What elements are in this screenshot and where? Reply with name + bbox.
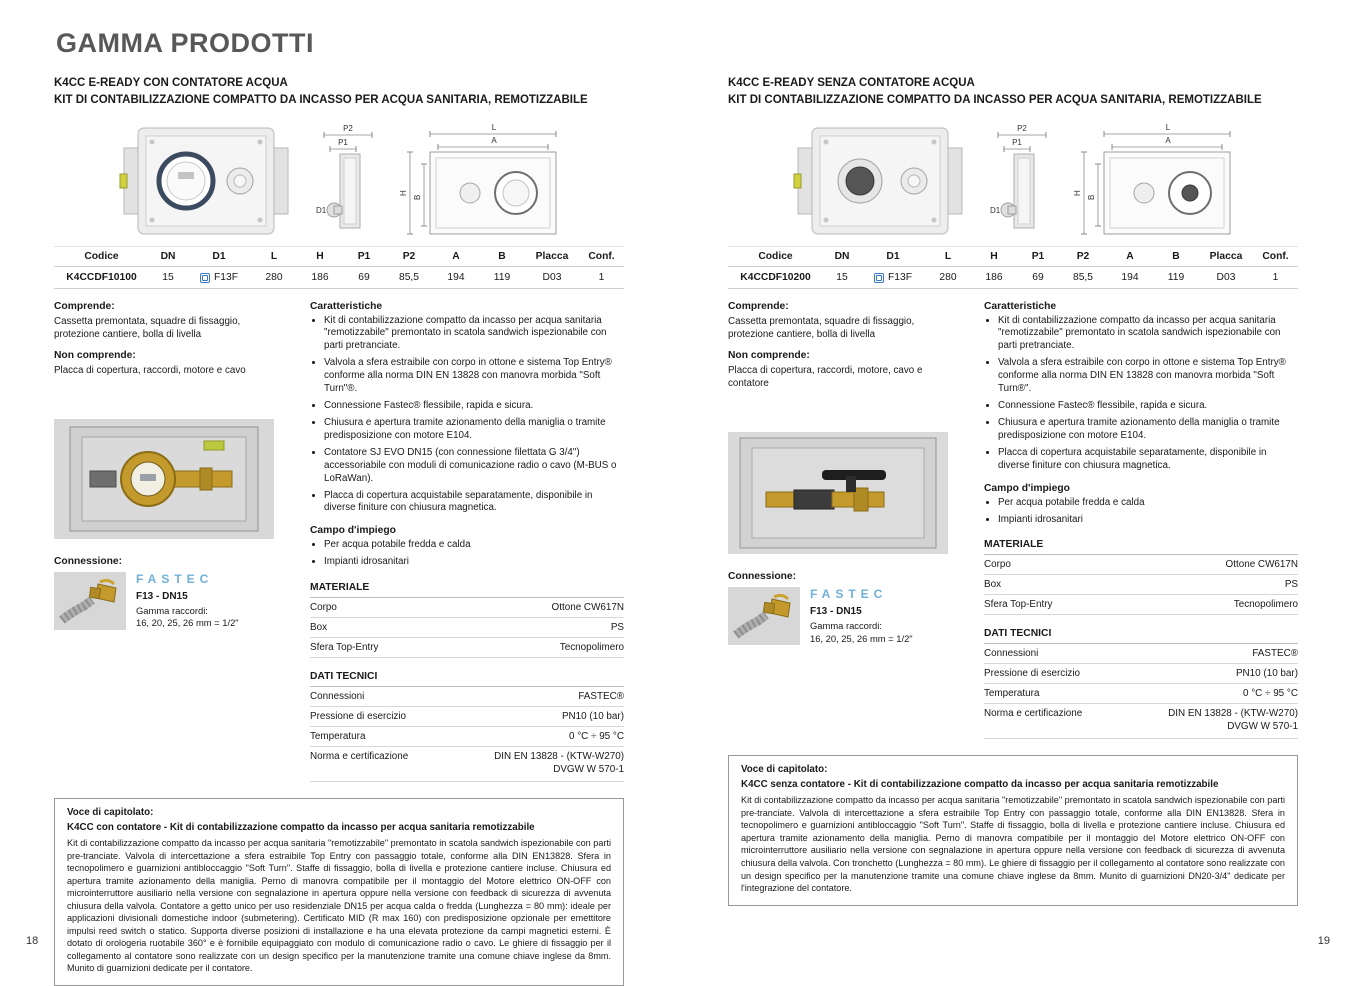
connection-range: 16, 20, 25, 26 mm = 1/2" xyxy=(810,632,913,644)
spec-value: PS xyxy=(610,622,624,634)
non-comprende-label: Non comprende: xyxy=(728,349,810,361)
spec-value: Tecnopolimero xyxy=(559,642,624,654)
list-item: • Kit di contabilizzazione compatto da incasso per acqua sanitaria "remotizzabile" premontato in scatola sandwich ispezionabile con parti pretranciate. xyxy=(324,315,624,354)
campo-label: Campo d'impiego xyxy=(310,525,396,537)
col-header-h: H xyxy=(971,246,1017,266)
front-view-drawing xyxy=(792,122,968,240)
col-header-b: B xyxy=(1153,246,1199,266)
cell-placca: D03 xyxy=(1199,266,1253,288)
spec-label: Connessioni xyxy=(310,691,365,703)
dati-tecnici-table xyxy=(984,628,1298,739)
dim-label-l: L xyxy=(1165,122,1171,132)
materiale-table xyxy=(310,582,624,658)
cell-d1-value: F13F xyxy=(887,271,913,283)
connection-range: 16, 20, 25, 26 mm = 1/2" xyxy=(136,617,239,629)
spec-value: Ottone CW617N xyxy=(551,602,624,614)
col-header-d1: D1 xyxy=(861,246,925,266)
col-header-a: A xyxy=(433,246,479,266)
product-heading: K4CC E-READY SENZA CONTATORE ACQUA xyxy=(728,77,975,89)
table-row xyxy=(984,575,1298,595)
col-header-placca: Placca xyxy=(525,246,579,266)
dati-tecnici-table xyxy=(310,671,624,782)
voce-label: Voce di capitolato: xyxy=(67,807,154,818)
dim-label-h: H xyxy=(399,189,408,196)
product-column-right xyxy=(728,75,1298,986)
list-item: • Impianti idrosanitari xyxy=(998,514,1298,527)
spec-label: Norma e certificazione xyxy=(984,708,1083,720)
press-fitting-icon xyxy=(874,273,884,283)
spec-value: Tecnopolimero xyxy=(1233,599,1298,611)
spec-value: PN10 (10 bar) xyxy=(561,711,624,723)
caratteristiche-list xyxy=(984,315,1298,473)
spec-value-line1: DIN EN 13828 - (KTW-W270) xyxy=(1168,708,1298,720)
col-header-b: B xyxy=(479,246,525,266)
dim-label-h: H xyxy=(1073,189,1082,196)
spec-value xyxy=(1168,708,1298,734)
spec-label: Norma e certificazione xyxy=(310,751,409,763)
cell-d1 xyxy=(187,266,251,288)
spec-value xyxy=(494,751,624,777)
connection-photo-image xyxy=(728,587,800,645)
col-header-codice: Codice xyxy=(728,246,823,266)
cell-a: 194 xyxy=(433,266,479,288)
list-item: • Chiusura e apertura tramite azionamento della maniglia o tramite predisposizione con motore E104. xyxy=(998,417,1298,443)
non-comprende-label: Non comprende: xyxy=(54,349,136,361)
table-row xyxy=(310,618,624,638)
cell-b: 119 xyxy=(1153,266,1199,288)
dim-label-a: A xyxy=(491,135,497,145)
table-row xyxy=(310,687,624,707)
cell-dn: 15 xyxy=(823,266,861,288)
table-row xyxy=(984,664,1298,684)
table-header-row xyxy=(54,246,624,266)
cell-p2: 85,5 xyxy=(1059,266,1107,288)
campo-list xyxy=(984,497,1298,527)
voce-title: K4CC senza contatore - Kit di contabilizzazione compatto da incasso per acqua sanitaria remotizzabile xyxy=(741,779,1219,791)
dim-label-d1: D1 xyxy=(316,205,327,215)
cell-p1: 69 xyxy=(1017,266,1059,288)
product-photo xyxy=(728,432,960,559)
caratteristiche-label: Caratteristiche xyxy=(310,300,383,312)
col-header-dn: DN xyxy=(823,246,861,266)
spec-value: 0 °C ÷ 95 °C xyxy=(1242,688,1298,700)
table-row xyxy=(984,595,1298,615)
cell-conf: 1 xyxy=(579,266,624,288)
cell-a: 194 xyxy=(1107,266,1153,288)
materiale-title: MATERIALE xyxy=(310,582,624,598)
side-view-drawing xyxy=(984,122,1056,240)
connection-range-label: Gamma raccordi: xyxy=(136,605,208,617)
col-header-h: H xyxy=(297,246,343,266)
caratteristiche-list xyxy=(310,315,624,516)
col-header-d1: D1 xyxy=(187,246,251,266)
list-item: • Placca di copertura acquistabile separatamente, disponibile in diverse finiture con chiusura magnetica. xyxy=(324,490,624,516)
list-item: • Kit di contabilizzazione compatto da incasso per acqua sanitaria "remotizzabile" premontato in scatola sandwich ispezionabile con parti pretranciate. xyxy=(998,315,1298,354)
table-row xyxy=(310,727,624,747)
table-row xyxy=(310,747,624,782)
spec-table xyxy=(54,246,624,289)
dim-label-a: A xyxy=(1165,135,1171,145)
table-row xyxy=(984,684,1298,704)
col-header-conf: Conf. xyxy=(1253,246,1298,266)
non-comprende-text: Placca di copertura, raccordi, motore, cavo e contatore xyxy=(728,364,923,390)
spec-value: FASTEC® xyxy=(578,691,624,703)
page-number-left: 18 xyxy=(26,935,39,947)
spec-table xyxy=(728,246,1298,289)
col-header-l: L xyxy=(251,246,297,266)
connection-photo-image xyxy=(54,572,126,630)
spec-value: FASTEC® xyxy=(1252,648,1298,660)
cell-placca: D03 xyxy=(525,266,579,288)
product-column-left xyxy=(54,75,624,986)
spec-value-line1: DIN EN 13828 - (KTW-W270) xyxy=(494,751,624,763)
list-item: • Impianti idrosanitari xyxy=(324,556,624,569)
voce-text: Kit di contabilizzazione compatto da incasso per acqua sanitaria "remotizzabile" premontato in scatola sandwich ispezionabile con parti pre-tranciate. Valvola di intercettazione a sfera estraibile Top Entry con passaggio totale, conforme alla DIN EN13828. Sfera in tecnopolimero e guarnizioni antibloccaggio "Soft Turn". Staffe di fissaggio, bolla di livella e protezione cantiere incluse. Chiusura ed apertura tramite azionamento della maniglia. Perno di manovra compatibile per il montaggio del Motore elettrico ON-OFF con microinterruttore ausiliario nella versione con segnalazione in apertura oppure nella versione con feedback di sicurezza di avvenuta chiusura della valvola. Con tronchetto (Lunghezza = 80 mm). Le ghiere di fissaggio per il collegamento al contatore sono realizzate con un design specifico per la manutenzione tramite una comune chiave inglese da 8mm. Munito di guarnizioni DN20-3/4" dedicate per l'integrazione del contatore. xyxy=(741,795,1285,894)
non-comprende-text: Placca di copertura, raccordi, motore e cavo xyxy=(54,364,246,376)
spec-value-line2: DVGW W 570-1 xyxy=(553,764,624,776)
list-item: • Chiusura e apertura tramite azionamento della maniglia o tramite predisposizione con motore E104. xyxy=(324,417,624,443)
col-header-codice: Codice xyxy=(54,246,149,266)
col-header-dn: DN xyxy=(149,246,187,266)
product-heading: K4CC E-READY CON CONTATORE ACQUA xyxy=(54,77,288,89)
cell-b: 119 xyxy=(479,266,525,288)
cell-codice: K4CCDF10200 xyxy=(728,266,823,288)
cell-p2: 85,5 xyxy=(385,266,433,288)
list-item: • Contatore SJ EVO DN15 (con connessione filettata G 3/4") accessoriabile con moduli di comunicazione radio o cavo (M-BUS o LoRaWan). xyxy=(324,447,624,486)
campo-label: Campo d'impiego xyxy=(984,482,1070,494)
connessione-label: Connessione: xyxy=(728,571,797,583)
table-row xyxy=(54,266,624,288)
cell-l: 280 xyxy=(925,266,971,288)
dati-tecnici-title: DATI TECNICI xyxy=(310,671,624,687)
product-subheading: KIT DI CONTABILIZZAZIONE COMPATTO DA INCASSO PER ACQUA SANITARIA, REMOTIZZABILE xyxy=(54,94,588,107)
list-item: • Connessione Fastec® flessibile, rapida e sicura. xyxy=(324,400,624,413)
comprende-text: Cassetta premontata, squadre di fissaggio, protezione cantiere, bolla di livella xyxy=(728,315,915,340)
product-photo-image xyxy=(728,432,948,554)
cell-p1: 69 xyxy=(343,266,385,288)
spec-value: PN10 (10 bar) xyxy=(1235,668,1298,680)
col-header-p2: P2 xyxy=(1059,246,1107,266)
dim-label-p2: P2 xyxy=(343,123,353,133)
front-view-drawing xyxy=(118,122,294,240)
voce-di-capitolato-box xyxy=(728,755,1298,905)
technical-drawings xyxy=(54,118,624,240)
cell-dn: 15 xyxy=(149,266,187,288)
connection-model: F13 - DN15 xyxy=(810,606,862,618)
dim-label-b: B xyxy=(413,194,422,200)
col-header-p1: P1 xyxy=(1017,246,1059,266)
product-photo-image xyxy=(54,419,274,539)
cell-d1-value: F13F xyxy=(213,271,239,283)
dim-label-l: L xyxy=(491,122,497,132)
dim-label-p1: P1 xyxy=(338,137,348,147)
spec-label: Corpo xyxy=(310,602,337,614)
col-header-p2: P2 xyxy=(385,246,433,266)
list-item: • Per acqua potabile fredda e calda xyxy=(998,497,1298,510)
table-row xyxy=(310,598,624,618)
spec-label: Temperatura xyxy=(984,688,1040,700)
materiale-table xyxy=(984,539,1298,615)
product-subheading: KIT DI CONTABILIZZAZIONE COMPATTO DA INCASSO PER ACQUA SANITARIA, REMOTIZZABILE xyxy=(728,94,1262,107)
page-number-right: 19 xyxy=(1317,935,1330,947)
fastec-logo: FASTEC xyxy=(136,572,214,587)
spec-label: Connessioni xyxy=(984,648,1039,660)
table-row xyxy=(984,555,1298,575)
list-item: • Valvola a sfera estraibile con corpo in ottone e sistema Top Entry® conforme alla norma DIN EN 13828 con manovra morbida "Soft Turn"®. xyxy=(324,357,624,396)
dim-label-p1: P1 xyxy=(1012,137,1022,147)
voce-di-capitolato-box xyxy=(54,798,624,986)
connessione-label: Connessione: xyxy=(54,556,123,568)
side-view-drawing xyxy=(310,122,382,240)
technical-drawings xyxy=(728,118,1298,240)
dimension-drawing xyxy=(1072,122,1234,240)
materiale-title: MATERIALE xyxy=(984,539,1298,555)
comprende-text: Cassetta premontata, squadre di fissaggio, protezione cantiere, bolla di livella xyxy=(54,315,241,340)
voce-text: Kit di contabilizzazione compatto da incasso per acqua sanitaria "remotizzabile" premontato in scatola sandwich ispezionabile con parti pre-tranciate. Valvola di intercettazione a sfera estraibile Top Entry con passaggio totale, conforme alla DIN EN13828. Sfera in tecnopolimero e guarnizioni antibloccaggio "Soft Turn". Staffe di fissaggio, bolla di livella e protezione cantiere incluse. Chiusura ed apertura tramite azionamento della maniglia. Perno di manovra compatibile per il montaggio del Motore elettrico ON-OFF con microinterruttore ausiliario nella versione con segnalazione in apertura oppure nella versione con feedback di sicurezza di avvenuta chiusura della valvola. Contatore a getto unico per uso residenziale DN15 per acqua calda o fredda (Lunghezza = 80 mm): ideale per applicazioni divisionali domestiche indoor (submetering). Certificato MID (R max 160) con predisposizione opzionale per emettitore impulsi reed switch o statico. Supporta diverse posizioni di installazione e ha una elevata protezione da campi magnetici esterni. È dotato di orologeria ruotabile 360° e è fornibile equipaggiato con modulo di comunicazione radio o cavo. Le ghiere di fissaggio per il collegamento al contatore sono realizzate con un design specifico per la manutenzione tramite una comune chiave inglese da 8mm. Munito di guarnizioni dedicate per il contatore. xyxy=(67,838,611,974)
catalog-columns xyxy=(0,59,1356,986)
list-item: • Placca di copertura acquistabile separatamente, disponibile in diverse finiture con chiusura magnetica. xyxy=(998,447,1298,473)
col-header-placca: Placca xyxy=(1199,246,1253,266)
spec-value: PS xyxy=(1284,579,1298,591)
product-photo xyxy=(54,419,286,544)
table-row xyxy=(984,704,1298,739)
press-fitting-icon xyxy=(200,273,210,283)
list-item: • Per acqua potabile fredda e calda xyxy=(324,539,624,552)
spec-label: Box xyxy=(984,579,1002,591)
connection-photo xyxy=(54,572,126,635)
comprende-label: Comprende: xyxy=(728,300,789,312)
spec-label: Corpo xyxy=(984,559,1011,571)
spec-value: Ottone CW617N xyxy=(1225,559,1298,571)
col-header-conf: Conf. xyxy=(579,246,624,266)
list-item: • Valvola a sfera estraibile con corpo in ottone e sistema Top Entry® conforme alla norma DIN EN 13828 con manovra morbida "Soft Turn®". xyxy=(998,357,1298,396)
connection-photo xyxy=(728,587,800,650)
spec-value: 0 °C ÷ 95 °C xyxy=(568,731,624,743)
dati-tecnici-title: DATI TECNICI xyxy=(984,628,1298,644)
spec-label: Sfera Top-Entry xyxy=(984,599,1053,611)
col-header-a: A xyxy=(1107,246,1153,266)
table-row xyxy=(728,266,1298,288)
voce-label: Voce di capitolato: xyxy=(741,764,828,776)
cell-h: 186 xyxy=(297,266,343,288)
table-header-row xyxy=(728,246,1298,266)
campo-list xyxy=(310,539,624,569)
page-title: GAMMA PRODOTTI xyxy=(56,28,314,58)
dimension-drawing xyxy=(398,122,560,240)
table-row xyxy=(310,707,624,727)
col-header-l: L xyxy=(925,246,971,266)
cell-l: 280 xyxy=(251,266,297,288)
voce-title: K4CC con contatore - Kit di contabilizzazione compatto da incasso per acqua sanitaria remotizzabile xyxy=(67,822,535,833)
spec-value-line2: DVGW W 570-1 xyxy=(1227,721,1298,733)
spec-label: Sfera Top-Entry xyxy=(310,642,379,654)
col-header-p1: P1 xyxy=(343,246,385,266)
dim-label-b: B xyxy=(1087,194,1096,200)
table-row xyxy=(310,638,624,658)
fastec-logo: FASTEC xyxy=(810,587,888,602)
spec-label: Pressione di esercizio xyxy=(984,668,1081,680)
table-row xyxy=(984,644,1298,664)
cell-d1 xyxy=(861,266,925,288)
cell-h: 186 xyxy=(971,266,1017,288)
dim-label-p2: P2 xyxy=(1017,123,1027,133)
list-item: • Connessione Fastec® flessibile, rapida e sicura. xyxy=(998,400,1298,413)
spec-label: Pressione di esercizio xyxy=(310,711,407,723)
cell-codice: K4CCDF10100 xyxy=(54,266,149,288)
spec-label: Temperatura xyxy=(310,731,366,743)
connection-model: F13 - DN15 xyxy=(136,591,188,603)
comprende-label: Comprende: xyxy=(54,300,115,312)
caratteristiche-label: Caratteristiche xyxy=(984,300,1057,312)
cell-conf: 1 xyxy=(1253,266,1298,288)
connection-range-label: Gamma raccordi: xyxy=(810,620,882,632)
spec-label: Box xyxy=(310,622,328,634)
dim-label-d1: D1 xyxy=(990,205,1001,215)
